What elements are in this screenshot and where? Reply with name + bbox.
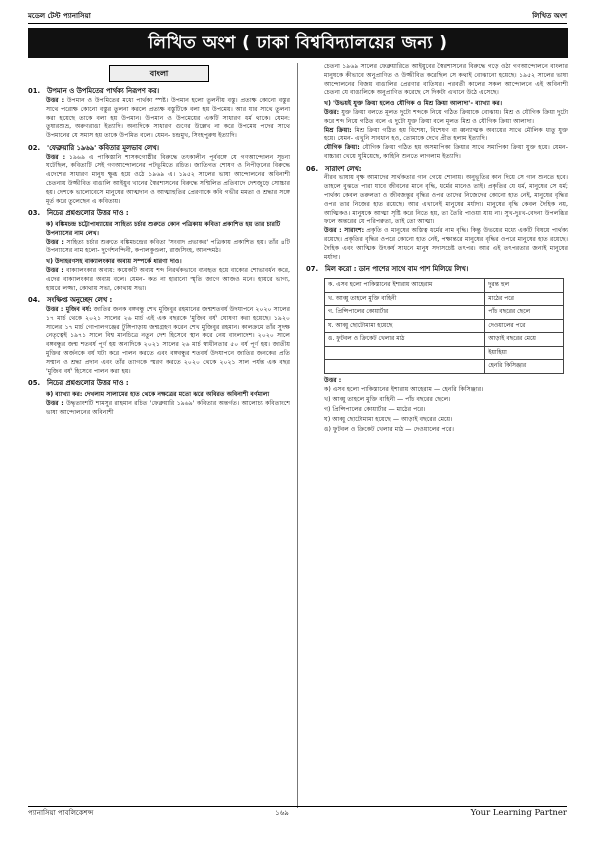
sub-question: ক) ব্যাখ্যা কর: দেখলাম সালামের হাত থেকে নক্ষত্রের মতো ঝরে অবিরত অবিনাশী বর্ণমালা — [46, 391, 270, 399]
answer-lead: উত্তর: — [324, 108, 340, 116]
answer-lead: উত্তর : মুজিব বর্ষ: — [46, 306, 92, 314]
answer-text: মিশ্র ক্রিয়া গঠিত হয় বিশেষ্য, বিশেষণ বা ধ্বন্যাত্মক অব্যয়ের সাথে মৌলিক ধাতু যুক্ত হয়ে। যেমন- এখুনি সাবধান হও, তোমাকে দেখে প্রীত হলাম ইত্যাদি। — [324, 126, 569, 143]
match-left-cell — [325, 360, 485, 374]
match-row — [325, 292, 564, 306]
match-right-cell: দুরন্ত হুল — [485, 279, 564, 293]
match-left-cell: গ. প্রিন্সিপালের কোয়ার্টার — [325, 306, 485, 320]
question-text: 'ফেব্রুয়ারি ১৯৬৯' কবিতার মূলভাব লেখ। — [47, 143, 159, 152]
answer-item: ক) এসব হলো পাকিস্তানের ইশারায় আহেরাম — হেনরি কিসিঞ্জার। — [324, 386, 484, 394]
question-text: নিচের প্রশ্নগুলোর উত্তর দাও : — [47, 209, 129, 218]
page-number: ১৬৯ — [275, 808, 289, 817]
answer-lead: উত্তর : — [46, 238, 64, 246]
answer-item: গ) প্রিন্সিপালের কোয়ার্টার — মাঠের পরে। — [324, 406, 426, 414]
page-footer — [28, 806, 567, 820]
answer-text: জাতির জনক বঙ্গবন্ধু শেখ মুজিবুর রহমানের জন্মশতবর্ষ উদযাপনে ২০২০ সালের ১৭ মার্চ থেকে ২০২১ সালের ২৬ মার্চ এই এক বছরকে 'মুজিব বর্ষ' ঘোষণা করা হয়েছে। ১৯২০ সালের ১৭ মার্চ গোপালগঞ্জের টুঙ্গিপাড়ায় জন্মগ্রহণ করেন শেখ মুজিবুর রহমান। কালক্রমে তাঁর সুদক্ষ নেতৃত্বেই ১৯৭১ সালে বিশ্ব মানচিত্রে নতুন দেশ হিসেবে স্থান করে নেয় বাংলাদেশ। ২০২০ সালে বঙ্গবন্ধুর জন্ম শতবর্ষ পূর্ণ হয় অন্যদিকে ২০২১ সালের ২৬ মার্চ স্বাধীনতার ৫০ বর্ষ পূর্ণ হয়। জাতীয় মুক্তির অর্জনকে বর্ষ ঘটা করে পালন করতে এবং বঙ্গবন্ধুর শতবর্ষ উদযাপনে জাতির জনকের প্রতি সম্মান ও শ্রদ্ধা প্রদান এবং তাঁর ত্যাগকে স্মরণ করতে ২০২০ থেকে ২০২১ সাল পর্যন্ত এক বছর 'মুজিব বর্ষ' হিসেবে পালন করা হয়। — [46, 306, 291, 375]
match-table — [324, 278, 564, 374]
answer-text: যৌগিক ক্রিয়া গঠিত হয় অসমাপিকা ক্রিয়ার সাথে সমাপিকা ক্রিয়া যুক্ত হয়ে। যেমন- বাচ্চারা খেয়ে ঘুমিয়েছে, কাহিনি শুনতে লাগলাম ইত্যাদি। — [324, 144, 568, 160]
answer-lead: যৌগিক ক্রিয়া: — [324, 144, 360, 152]
question-number: 04. — [28, 296, 41, 305]
question-row — [28, 209, 290, 219]
match-right-cell: দেওয়ালের পরে — [485, 319, 564, 333]
match-left-cell — [325, 346, 485, 360]
question-text: নিচের প্রশ্নগুলোর উত্তর দাও : — [47, 379, 129, 388]
answer-lead: উত্তর : সারাংশ: — [324, 227, 365, 235]
match-right-cell: হেনরি কিসিঞ্জার — [485, 360, 564, 374]
match-right-cell: ইয়াহিয়া — [485, 346, 564, 360]
answer-lead: উত্তর : — [46, 97, 65, 104]
answer-text: বাক্যালংকার অব্যয়: কয়েকটি অব্যয় শব্দ নিরর্থকভাবে ব্যবহৃত হয়ে বাক্যের শোভাবর্ধন করে, এদের বাক্যালংকার অব্যয় বলে। যেমন- কত না হারানো স্মৃতি জাগে আজও মনে। হায়রে ভাগ্য, হায়রে লজ্জা, কোথায় সভা, কোথায় সভ্য। — [46, 267, 290, 292]
answer-paragraph — [46, 267, 290, 293]
question-row — [28, 144, 290, 154]
answer-paragraph — [324, 109, 568, 127]
answer-paragraph — [46, 154, 290, 207]
answer-lead: উত্তর : — [46, 267, 64, 275]
question-number: 05. — [28, 379, 41, 388]
column-divider — [297, 63, 298, 808]
footer-publisher: প্যানাসিয়া পাবলিকেশন্স — [28, 808, 94, 817]
answer-lead: উত্তর : — [46, 399, 64, 407]
section-banner: লিখিত অংশ ( ঢাকা বিশ্ববিদ্যালয়ের জন্য ) — [28, 28, 568, 58]
answer-lead: মিশ্র ক্রিয়া: — [324, 126, 352, 134]
question-row — [28, 87, 290, 97]
left-column — [28, 63, 290, 417]
answer-text: প্রকৃতি ও মানুষের অস্তিত্ব ধর্মের নাম বৃদ্ধি। কিন্তু উভয়ের মধ্যে একটি বিষয়ে পার্থক্য রয়েছে। প্রকৃতির বৃদ্ধির ওপরে কোনো হাত নেই, পক্ষান্তরে মানুষের বৃদ্ধির ওপরে মানুষের হাত রয়েছে। দৈহিক এবং আত্মিক উৎকর্ষ সাধনে মানুষ সদাসচেষ্ট তৎপর। আর এই তৎপরতার জন্যই মানুষের মর্যাদা। — [324, 227, 568, 261]
question-text: সারাংশ লেখ: — [325, 164, 362, 173]
question-text: সংক্ষিপ্ত অনুচ্ছেদ লেখ : — [47, 296, 113, 305]
answer-text: উপমান ও উপমিতের মধ্যে পার্থক্য স্পষ্ট। উপমান হলো তুলনীয় বস্তু। প্রত্যক্ষ কোনো বস্তুর সাথে পরোক্ষ কোনো বস্তুর তুলনা করলে প্রত্যক্ষ বস্তুটিকে বলা হয় উপমেয়। আর যার সাথে তুলনা করা হয়েছে তাকে বলা হয় উপমান। উপমান ও উপমেয়ের একটি সাধারণ ধর্ম থাকে। যেমন: তুষারশুভ্র, অরুণরাঙা ইত্যাদি। অন্যদিকে সাধারণ গুণের উল্লেখ না করে উপমেয় পদের সাথে উপমানের যে সমাস হয় তাকে উপমিত বলে। যেমন- চন্দ্রমুখ, সিংহপুরুষ ইত্যাদি। — [46, 97, 290, 140]
question-row — [28, 379, 290, 389]
question-number: 01. — [28, 87, 41, 96]
answer-label: উত্তর : — [324, 376, 342, 384]
sub-question: ক) বঙ্কিমচন্দ্র চট্টোপাধ্যায়ের সাহিত্য চর্চার শুরুতে কোন পত্রিকায় কবিতা প্রকাশিত হয় তার চারটি উপন্যাসের নাম লেখ। — [46, 221, 281, 237]
footer-tagline: Your Learning Partner — [470, 808, 567, 819]
question-row — [306, 165, 568, 175]
match-row — [325, 279, 564, 293]
sub-question: খ) 'উভয়ই যুক্ত ক্রিয়া হলেও যৌগিক ও মিশ্র ক্রিয়া আলাদা'- ব্যাখ্যা কর। — [324, 100, 503, 108]
answer-item: খ) আব্বু তাহলে মুক্তি বাহিনী — পাঁচ বছরের ছেলে। — [324, 396, 451, 404]
answer-text: উদ্ধৃতাংশটি শামসুর রাহমান রচিত 'ফেব্রুয়ারি ১৯৬৯' কবিতার অন্তর্গত। আলোচ্য কবিতাংশে ভাষা আন্দোলনের অবিনাশী — [46, 399, 290, 416]
match-row — [325, 346, 564, 360]
match-row — [325, 306, 564, 320]
sub-question: খ) উদাহরণসহ বাক্যালংকার অব্যয় সম্পর্কে ধারণা দাও। — [46, 258, 182, 266]
match-left-cell: ক. এসব হলো পাকিস্তানের ইশারায় আহেরাম — [325, 279, 485, 293]
header-right: লিখিত অংশ — [532, 11, 567, 20]
answer-paragraph — [324, 63, 568, 98]
question-row — [306, 265, 568, 275]
answer-item: ঙ) ফুটবল ও ক্রিকেট খেলার মাঠ — দেওয়ালের পরে। — [324, 425, 454, 433]
match-row — [325, 333, 564, 347]
answer-text: নীরব ভাষায় বৃক্ষ আমাদের সার্থকতার গান গেয়ে শোনায়। অনুভূতির কান দিয়ে সে গান শুনতে হবে। তাহলে বুঝতে পারা যাবে জীবনের মানে বৃদ্ধি, ধর্মের মানেও তাই। প্রকৃতির যে ধর্ম, মানুষের সে ধর্ম; পার্থক্য কেবল তরুলতা ও জীবজন্তুর বৃদ্ধির ওপর তাদের নিজেদের কোনো হাত নেই, মানুষের বৃদ্ধির ওপর তার নিজের হাত রয়েছে। আর এখানেই মানুষের মর্যাদা। মানুষের বৃদ্ধি কেবল দৈহিক নয়, আত্মিকও। মানুষকে আত্মা সৃষ্টি করে নিতে হয়, তা তৈরি পাওয়া যায় না। সুখ-দুঃখ-বেদনা উপলব্ধির ফলে অন্তরের যে পরিপক্বতা, তাই তো আত্মা। — [324, 174, 568, 226]
match-left-cell: ঘ. আব্বু ছোটোমামা হয়েছে — [325, 319, 485, 333]
match-right-cell: মাঠের পরে — [485, 292, 564, 306]
answer-item: ঘ) আব্বু ছোটোমামা হয়েছে — আড়াই বছরের মেয়ে। — [324, 415, 453, 423]
match-row — [325, 360, 564, 374]
question-text: মিল করো : ডান পাশের সাথে বাম পাশ মিলিয়ে লিখ। — [325, 265, 469, 274]
match-left-cell: খ. আব্বু তাহলে মুক্তি বাহিনী — [325, 292, 485, 306]
header-left: মডেল টেস্ট প্যানাসিয়া — [28, 11, 91, 20]
page-header — [28, 10, 567, 24]
answer-paragraph — [324, 174, 568, 227]
question-number: 07. — [306, 265, 319, 274]
match-right-cell: আড়াই বছরের মেয়ে — [485, 333, 564, 347]
question-number: 03. — [28, 209, 41, 218]
answer-text: যুক্ত ক্রিয়া বলতে মূলত দুটো শব্দকে নিয়ে গঠিত ক্রিয়াকে বোঝায়। মিশ্র ও যৌগিক ক্রিয়া দুটো করে শব্দ নিয়ে গঠিত বলে এ দুটো যুক্ত ক্রিয়া বলে মূলত মিশ্র ও যৌগিক ক্রিয়া আলাদা। — [324, 108, 568, 125]
question-number: 06. — [306, 164, 319, 173]
match-row — [325, 319, 564, 333]
right-content — [306, 63, 568, 275]
answer-paragraph — [46, 306, 290, 376]
answer-paragraph — [324, 127, 568, 145]
answer-paragraph — [46, 239, 290, 257]
question-text: উপমান ও উপমিতের পার্থক্য নিরূপণ কর। — [47, 87, 160, 96]
answer-text: ১৯৬৯ এ পাকিস্তানি শাসকগোষ্ঠীর বিরুদ্ধে তৎকালীন পূর্ববঙ্গে যে গণআন্দোলন সূচনা ঘটেছিল, কবিতাটি সেই গণআন্দোলনের পটভূমিতে রচিত। জাতিগত শোষণ ও নিপীড়নের বিরুদ্ধে এদেশের সাধারণ মানুষ ক্ষুব্ধ হয়ে ওঠে ১৯৬৯ এ। ১৯৫২ সালের ভাষা আন্দোলনের অবিনাশী চেতনায় উজ্জীবিত বাঙালি আইয়ুব খানের স্বৈরশাসনের বিরুদ্ধে সম্মিলিত প্রতিবাদে দেশজুড়ে সোচ্চার হয়। দেশকে ভালোবেসে মানুষের আত্মদান ও আত্মাহুতির প্রেরণাকে কবি গভীর মমতা ও শ্রদ্ধার সঙ্গে মূর্ত করে তুলেছেন এ কবিতায়। — [46, 153, 290, 205]
question-row — [28, 296, 290, 306]
left-content — [28, 87, 290, 417]
answer-text: চেতনা ১৯৬৯ সালের ফেব্রুয়ারিতে আইয়ুবের স্বৈরশাসনের বিরুদ্ধে গড়ে ওঠা গণআন্দোলনে বাংলার মানুষকে কীভাবে অনুপ্রাণিত ও উজ্জীবিত করেছিল সে কথাই বোঝানো হয়েছে। ১৯৫২ সালের ভাষা আন্দোলনের বিজয় বাঙালির প্রেরণার বাতিঘর। পরবর্তী কালের সকল আন্দোলনে এই অবিনাশী চেতনা যে বাঙালিকে অনুপ্রাণিত করেছে সে দিকটা এখানে উঠে এসেছে। — [324, 63, 568, 97]
right-column — [306, 63, 568, 434]
match-left-cell: ঙ. ফুটবল ও ক্রিকেট খেলার মাঠ — [325, 333, 485, 347]
question-number: 02. — [28, 143, 41, 152]
answer-paragraph — [324, 227, 568, 262]
match-right-cell: পাঁচ বছরের ছেলে — [485, 306, 564, 320]
answer-lead: উত্তর : — [46, 153, 66, 161]
subject-label: বাংলা — [109, 65, 209, 82]
answer-list — [324, 386, 568, 434]
answer-paragraph — [46, 400, 290, 418]
answer-paragraph — [46, 97, 290, 141]
answer-paragraph — [324, 144, 568, 162]
answer-text: সাহিত্য চর্চার শুরুতে বঙ্কিমচন্দ্রের কবিতা 'সংবাদ প্রভাকর' পত্রিকায় প্রকাশিত হয়। তাঁর ৪টি উপন্যাসের নাম হলো- দুর্গেশনন্দিনী, কপালকুণ্ডলা, রাজসিংহ, আনন্দমঠ। — [46, 238, 290, 255]
